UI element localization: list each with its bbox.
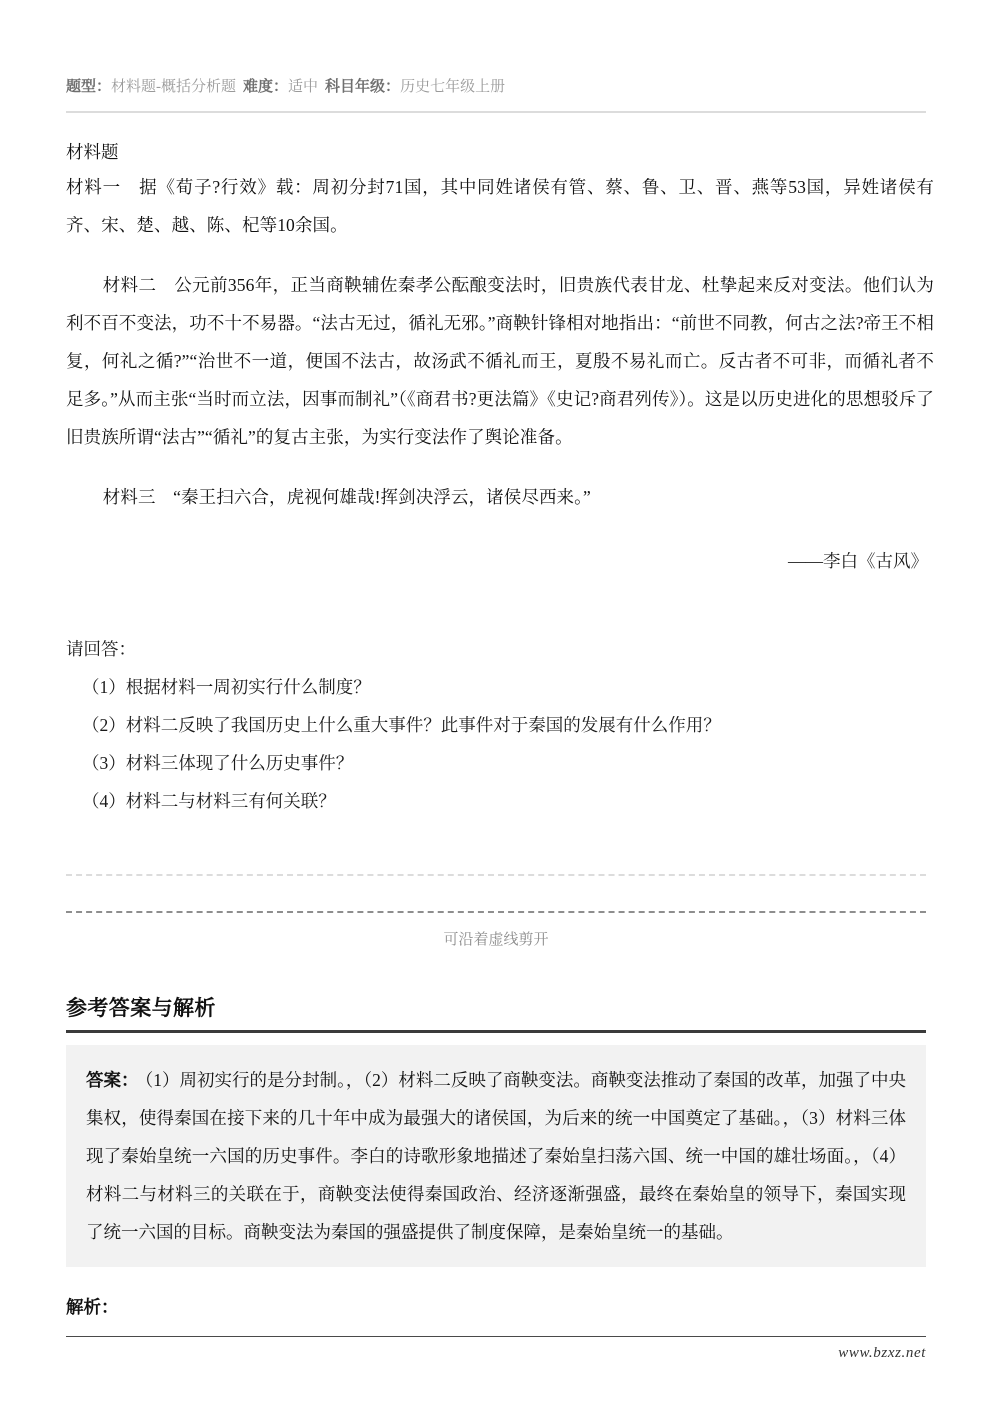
answer-paragraph <box>86 1061 906 1251</box>
answer-box <box>66 1045 926 1267</box>
answer-label: 答案： <box>86 1070 139 1090</box>
meta-type-label: 题型： <box>66 79 112 95</box>
question-body <box>66 136 934 820</box>
cut-line-note: 可沿着虚线剪开 <box>443 932 549 948</box>
material-two-paragraph: 材料二 公元前356年，正当商鞅辅佐秦孝公酝酿变法时，旧贵族代表甘龙、杜挚起来反对变法。他们认为利不百不变法，功不十不易器。“法古无过，循礼无邪。”商鞅针锋相对地指出：“前世不同教，何古之法?帝王不相复，何礼之循?”“治世不一道，便国不法古，故汤武不循礼而王，夏殷不易礼而亡。反古者不可非，而循礼者不足多。”从而主张“当时而立法，因事而制礼”（《商君书?更法篇》《史记?商君列传》）。这是以历史进化的思想驳斥了旧贵族所谓“法古”“循礼”的复古主张，为实行变法作了舆论准备。 <box>66 275 934 447</box>
meta-subject-label: 科目年级： <box>325 79 401 95</box>
cut-line-dashed <box>66 911 926 913</box>
answer-section-divider <box>66 1030 926 1033</box>
answer-section-heading: 参考答案与解析 <box>66 996 216 1020</box>
meta-difficulty-label: 难度： <box>243 79 289 95</box>
material-three-paragraph: 材料三 “秦王扫六合，虎视何雄哉!挥剑决浮云，诸侯尽西来。” <box>102 487 591 507</box>
question-meta-bar <box>66 76 926 98</box>
meta-type-value: 材料题-概括分析题 <box>111 79 237 95</box>
answer-prompt-label: 请回答： <box>66 639 136 659</box>
meta-difficulty-value: 适中 <box>288 79 319 95</box>
list-item: （3）材料三体现了什么历史事件？ <box>82 753 354 773</box>
list-item: （2）材料二反映了我国历史上什么重大事件？此事件对于秦国的发展有什么作用？ <box>82 715 721 735</box>
list-item: （1）根据材料一周初实行什么制度？ <box>82 677 371 697</box>
sub-question-list <box>66 668 934 820</box>
material-one-paragraph: 材料一 据《荀子?行效》载：周初分封71国，其中同姓诸侯有管、蔡、鲁、卫、晋、燕等53国，异姓诸侯有齐、宋、楚、越、陈、杞等10余国。 <box>66 177 934 235</box>
cut-line-faint <box>66 874 926 876</box>
header-divider <box>66 111 926 113</box>
footer-divider <box>66 1336 926 1337</box>
answer-text: （1）周初实行的是分封制。，（2）材料二反映了商鞅变法。商鞅变法推动了秦国的改革，加强了中央集权，使得秦国在接下来的几十年中成为最强大的诸侯国，为后来的统一中国奠定了基础。，（3）材料三体现了秦始皇统一六国的历史事件。李白的诗歌形象地描述了秦始皇扫荡六国、统一中国的雄壮场面。，（4）材料二与材料三的关联在于，商鞅变法使得秦国政治、经济逐渐强盛，最终在秦始皇的领导下，秦国实现了统一六国的目标。商鞅变法为秦国的强盛提供了制度保障，是秦始皇统一的基础。 <box>86 1070 906 1242</box>
list-item: （4）材料二与材料三有何关联？ <box>82 791 336 811</box>
footer-watermark-url: www.bzxz.net <box>838 1345 926 1361</box>
meta-subject-value: 历史七年级上册 <box>400 79 506 95</box>
material-three-attribution: ——李白《古风》 <box>788 551 928 571</box>
explanation-heading: 解析： <box>66 1297 119 1317</box>
question-kind-title: 材料题 <box>66 142 119 162</box>
